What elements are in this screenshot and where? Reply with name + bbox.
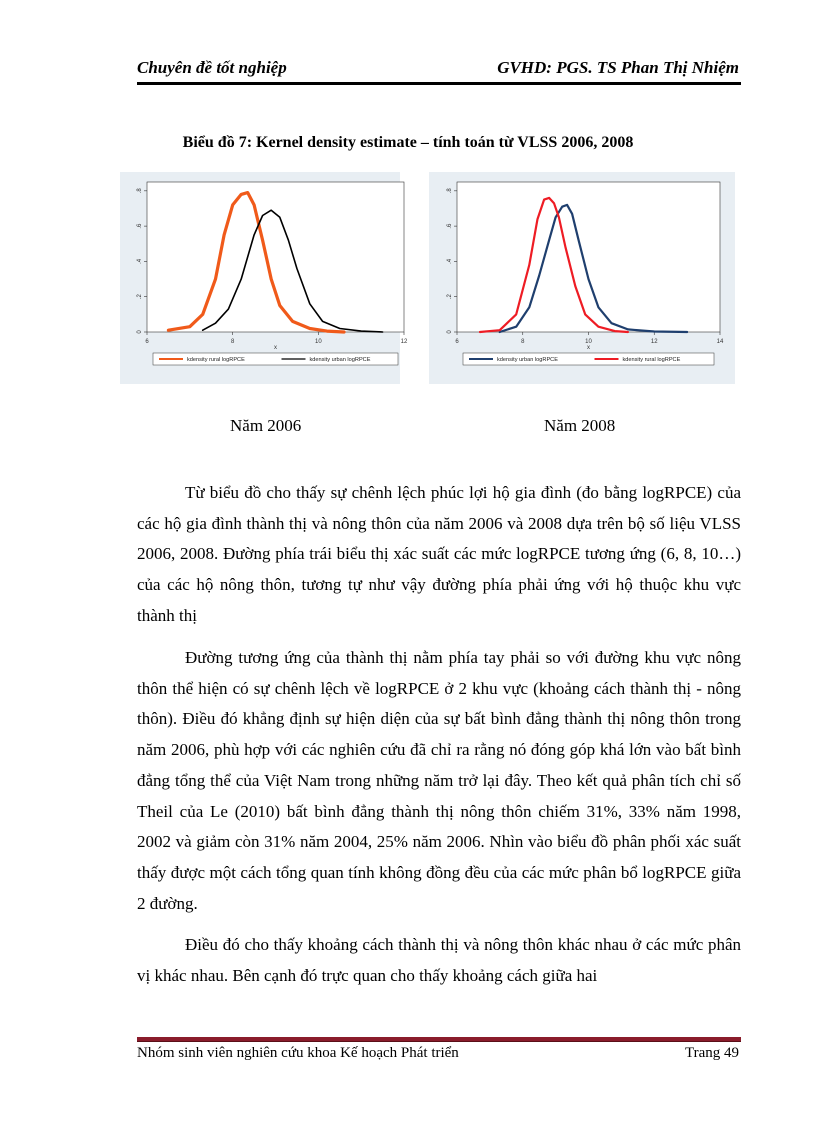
page-number: Trang 49 [684,1045,739,1061]
footer-group: Nhóm sinh viên nghiên cứu khoa Kế hoạch Phát triển [137,1045,459,1061]
x-tick-label: 8 [521,339,525,345]
x-tick-label: 10 [585,339,592,345]
page-footer [137,1045,741,1062]
header-title: Chuyên đề tốt nghiệp [137,58,287,77]
year-label-2008: Năm 2008 [544,416,616,435]
page-header [137,58,741,82]
y-tick-label: .4 [447,258,453,264]
legend-label: kdensity urban logRPCE [309,357,371,363]
y-tick-label: .8 [447,188,453,194]
y-tick-label: .2 [447,294,453,300]
y-tick-label: .8 [137,188,143,194]
x-tick-label: 14 [716,339,724,345]
legend-label: kdensity rural logRPCE [622,357,681,363]
x-axis-label: x [587,345,590,351]
year-label-2006: Năm 2006 [230,416,302,435]
paragraph-1: Từ biểu đồ cho thấy sự chênh lệch phúc lợi hộ gia đình (đo bằng logRPCE) của các hộ gia đình thành thị và nông thôn của năm 2006 và 2008 dựa trên bộ số liệu VLSS 2006, 2008. Đường phía trái biểu thị xác suất các mức logRPCE tương ứng (6, 8, 10…) của các hộ nông thôn, tương tự như vậy đường phía phải ứng với hộ thuộc khu vực thành thị [137,483,741,625]
y-tick-label: 0 [447,330,453,334]
x-tick-label: 6 [145,339,149,345]
x-tick-label: 12 [400,339,408,345]
paragraph-3: Điều đó cho thấy khoảng cách thành thị và nông thôn khác nhau ở các mức phân vị khác nhau. Bên cạnh đó trực quan cho thấy khoảng cách giữa hai [137,935,741,985]
x-axis-label: x [274,345,277,351]
x-tick-label: 10 [314,339,322,345]
legend-label: kdensity urban logRPCE [497,357,558,363]
y-tick-label: .6 [447,223,453,229]
chart-2008 [429,172,724,384]
plot-area [457,182,720,332]
chart-2008-svg [429,172,735,384]
header-advisor: GVHD: PGS. TS Phan Thị Nhiệm [497,58,739,77]
chart-2006-svg [120,172,408,384]
chart-2006 [120,172,408,384]
footer-rule [137,1037,741,1042]
x-tick-label: 12 [650,339,658,345]
y-tick-label: 0 [137,330,143,334]
header-rule [137,82,741,85]
plot-area [147,182,404,332]
y-tick-label: .4 [137,258,143,264]
x-tick-label: 6 [455,339,459,345]
paragraph-2: Đường tương ứng của thành thị nằm phía tay phải so với đường khu vực nông thôn thể hiện có sự chênh lệch về logRPCE ở 2 khu vực (khoảng cách thành thị - nông thôn). Điều đó khẳng định sự hiện diện của sự bất bình đẳng thành thị nông thôn trong năm 2006, phù hợp với các nghiên cứu đã chỉ ra rằng nó đóng góp khá lớn vào bất bình đẳng tổng thể của Việt Nam trong những năm trở lại đây. Theo kết quả phân tích chỉ số Theil của Le (2010) bất bình đẳng thành thị nông thôn chiếm 31%, 33% năm 1998, 2002 và giảm còn 31% năm 2004, 25% năm 2006. Nhìn vào biểu đồ phân phối xác suất thấy được một cách tổng quan tính không đồng đều của các mức phân bổ logRPCE giữa 2 đường. [137,648,741,913]
y-tick-label: .2 [137,294,143,300]
figure-caption: Biểu đồ 7: Kernel density estimate – tính toán từ VLSS 2006, 2008 [182,134,634,151]
legend-label: kdensity rural logRPCE [187,357,245,363]
x-tick-label: 8 [230,339,235,345]
y-tick-label: .6 [137,223,143,229]
